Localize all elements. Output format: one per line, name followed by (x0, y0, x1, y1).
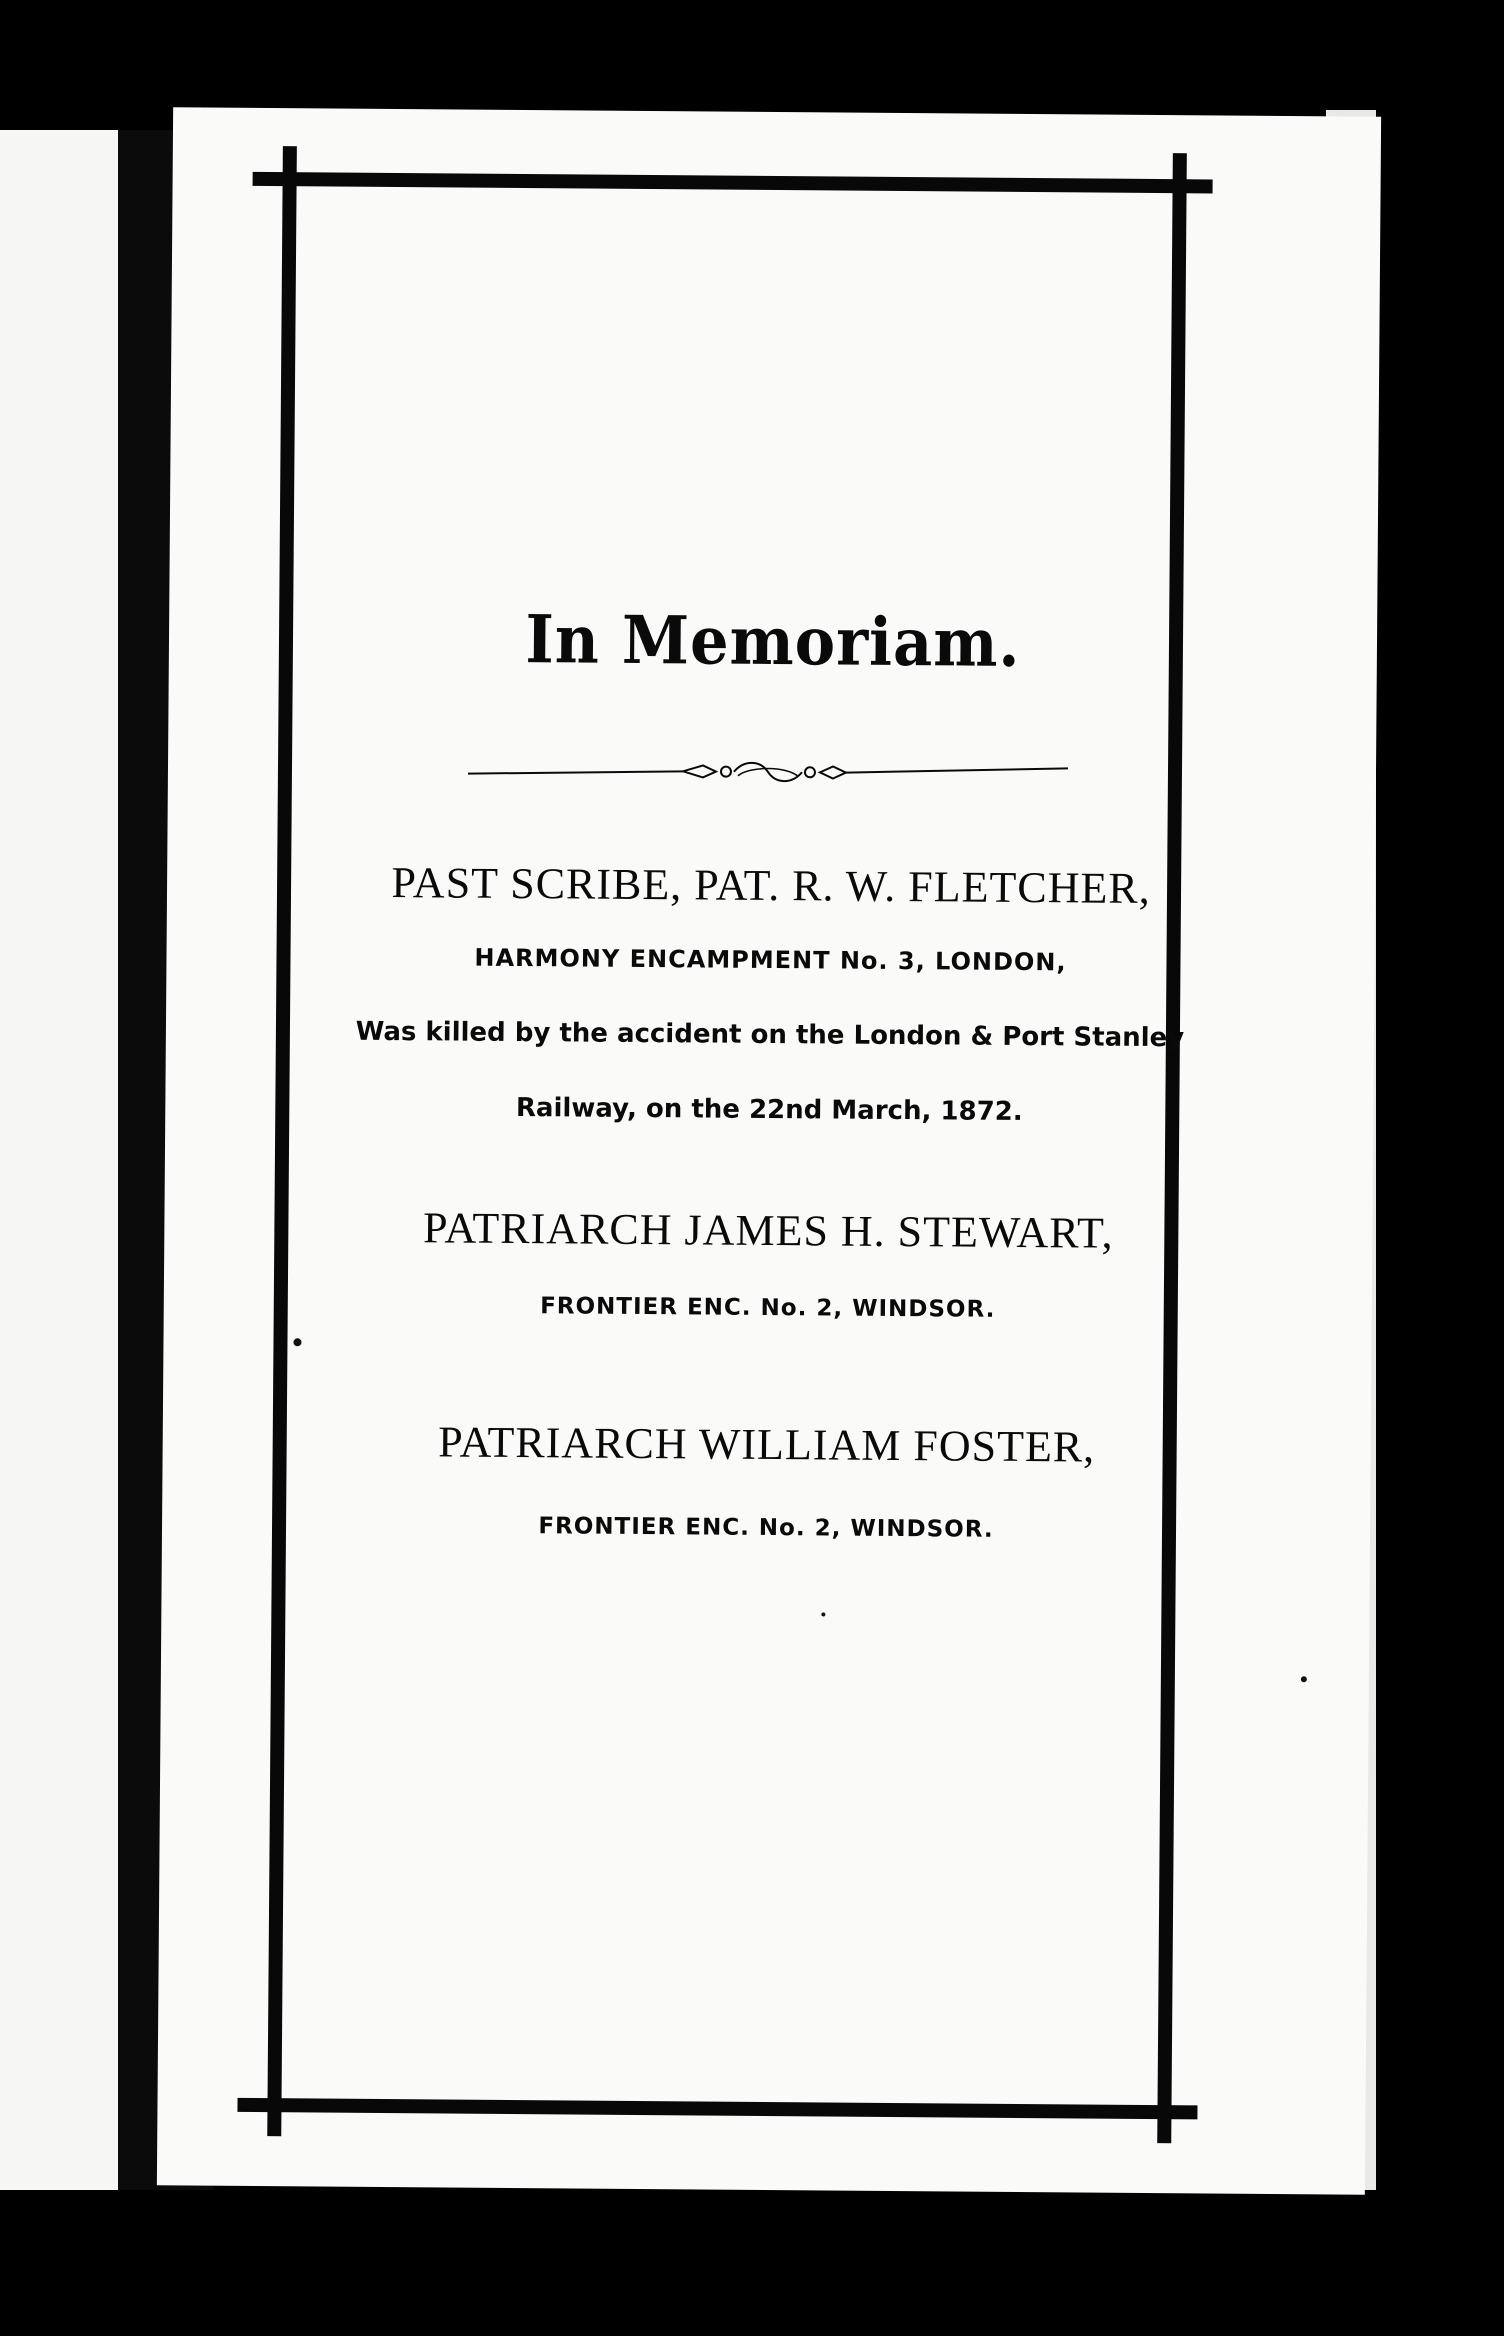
scan-speck (1301, 1676, 1307, 1682)
entry-name-stewart: PATRIARCH JAMES H. STEWART, (422, 1203, 1114, 1258)
border-left (267, 146, 297, 2136)
entry-encampment-stewart: FRONTIER ENC. No. 2, WINDSOR. (540, 1293, 996, 1323)
memorial-title: In Memoriam. (525, 600, 1021, 682)
entry-encampment-foster: FRONTIER ENC. No. 2, WINDSOR. (538, 1513, 994, 1543)
border-bottom (237, 2098, 1197, 2120)
entry-name-foster: PATRIARCH WILLIAM FOSTER, (438, 1417, 1096, 1472)
memorial-page (157, 107, 1381, 2194)
border-right (1157, 153, 1187, 2143)
entry-note-line-1: Was killed by the accident on the London & Port Stanley (355, 1016, 1185, 1054)
border-top (253, 172, 1213, 194)
entry-encampment-fletcher: HARMONY ENCAMPMENT No. 3, LONDON, (474, 943, 1067, 977)
scan-speck (821, 1612, 825, 1616)
previous-page-edge (0, 130, 120, 2190)
scan-speck (293, 1338, 301, 1346)
entry-note-line-2: Railway, on the 22nd March, 1872. (515, 1093, 1023, 1127)
entry-name-fletcher: PAST SCRIBE, PAT. R. W. FLETCHER, (391, 858, 1151, 913)
ornamental-rule (468, 750, 1068, 795)
